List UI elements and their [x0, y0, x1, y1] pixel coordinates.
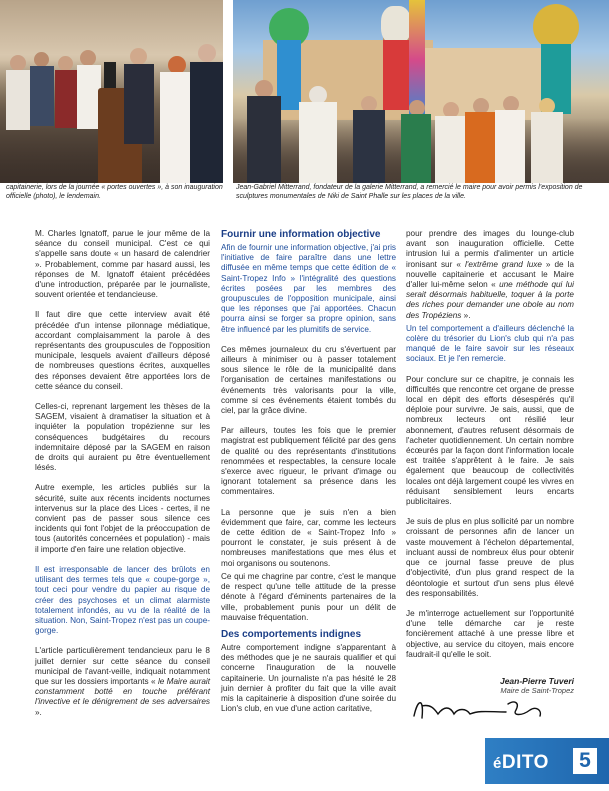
photo-caption-left: capitainerie, lors de la journée « portes ouvertes », à son inauguration officielle (photo), le lendemain. — [6, 184, 223, 200]
handwritten-signature — [410, 694, 570, 724]
section-label — [493, 752, 549, 774]
quote-italic: l'extrême grand luxe — [464, 259, 542, 269]
paragraph: Pour conclure sur ce chapitre, je connais les difficultés que rencontre cet organe de presse local en dépit des efforts désespérés qu'il déploie pour survivre. Je sais, aussi, que de nombreux lecteurs ont résilié leur abonnement, d'autres refusent désormais de l'acheter quotidiennement. Un certain nombre écœurés par la façon dont l'information locale est traitée s'apprêtent à le faire. Je sais également que beaucoup de collectivités locales ont déjà largement coupé les vivres en réduisant sensiblement leurs encarts publicitaires. — [406, 374, 574, 507]
article-column-3 — [406, 229, 574, 670]
quote-italic: le Maire aurait constamment botté en touche préférant l'invective et le dénigrement de ses adversaires — [35, 676, 210, 707]
section-label-rest: DITO — [501, 752, 549, 773]
quote-italic: une méthode qui lui serait désormais habituelle, toquer à la porte des riches pour demander une obole au nom des Tropéziens — [406, 280, 574, 320]
paragraph: La personne que je suis n'en a bien évidemment que faire, car, comme les lecteurs de cette édition de « Saint-Tropez Info » pourront le constater, je suis présent à de nombreuses manifestations que mes élus et moi organisons ou soutenons. — [221, 507, 396, 568]
paragraph: Autre comportement indigne s'apparentant à des méthodes que je ne saurais qualifier et qui concerne l'inauguration de la nouvelle capitainerie. Un journaliste n'a pas hésité le 28 juin dernier à profiter du fait que la ville avait mis la capitainerie à disposition d'une soirée du Lion's club, en vue d'une action caritative, — [221, 642, 396, 714]
page-number-box — [573, 748, 597, 774]
article-column-1 — [35, 229, 210, 728]
paragraph: Je m'interroge actuellement sur l'opportunité d'une telle démarche car je reste foncièrement attaché à une presse libre et objective, au service du citoyen, mais encore faudrait-il qu'elle le soit. — [406, 608, 574, 659]
author-signature-block — [406, 676, 574, 695]
paragraph: Ce qui me chagrine par contre, c'est le manque de respect qu'une telle attitude de la presse dénote à l'égard d'éminents partenaires de la ville, probablement punis pour un délit de mauvaise fréquentation. — [221, 571, 396, 622]
highlighted-paragraph: Il est irresponsable de lancer des brûlots en utilisant des termes tels que « coupe-gorge », tout ceci pour vendre du papier au risque de créer des psychoses et un climat alarmiste totalement infondés, au vu de la réalité de la situation. Non, Saint-Tropez n'est pas un coupe-gorge. — [35, 564, 210, 636]
paragraph-text: ». — [35, 707, 42, 717]
page-number: 5 — [579, 749, 591, 772]
paragraph-text: ». — [461, 310, 471, 320]
highlighted-paragraph: Afin de fournir une information objective, j'ai pris l'initiative de faire paraître dans une lettre diffusée en même temps que cette édition de « Saint-Tropez Info » l'intégralité des questions écrites posées par les membres des groupuscules de l'opposition municipale, ainsi que les réponses que j'ai apportées. Chacun pourra ainsi se forger sa propre opinion, sans être influencé par les plumitifs de service. — [221, 243, 396, 334]
paragraph: Ces mêmes journaleux du cru s'évertuent par ailleurs à minimiser ou à passer totalement sous silence le rôle de la municipalité dans l'organisation de certaines manifestations ou événements très valorisants pour la ville, comme si ces événements étaient tombés du ciel, par la grâce divine. — [221, 344, 396, 416]
photo-inauguration-capitainerie — [0, 0, 223, 183]
photo-niki-de-saint-phalle-sculptures — [233, 0, 609, 183]
photo-caption-right: Jean-Gabriel Mitterrand, fondateur de la galerie Mitterrand, a remercié le maire pour avoir permis l'exposition de sculptures monumentales de Niki de Saint Phalle sur les places de la ville. — [236, 184, 583, 200]
paragraph: Il faut dire que cette interview avait été précédée d'un intense pilonnage médiatique, accordant complaisamment la parole à des représentants des groupuscules de l'opposition municipale, lesquels avaient d'ailleurs déposé de nombreuses questions écrites, auxquelles des réponses devaient être apportées lors de cette séance du conseil. — [35, 310, 210, 391]
author-role: Maire de Saint-Tropez — [500, 686, 574, 695]
section-heading: Fournir une information objective — [221, 229, 381, 240]
paragraph: M. Charles Ignatoff, parue le jour même de la séance du conseil municipal. C'est ce qui s'appelle sans doute « un hasard de calendrier ». Probablement, comme par hasard aussi, les réponses de M. Ignatoff étaient précédées d'une introduction, préparée par le journaliste, souvent orientée et tendancieuse. — [35, 229, 210, 300]
article-column-2 — [221, 229, 396, 724]
paragraph: Celles-ci, reprenant largement les thèses de la SAGEM, visaient à dramatiser la situation et à inquiéter la population tropézienne sur les conséquences budgétaires du recours indemnitaire déposé par la SAGEM en raison de droits qui auraient pu être éventuellement lésés. — [35, 402, 210, 473]
paragraph: Autre exemple, les articles publiés sur la sécurité, suite aux récents incidents nocturnes intervenus sur la place des Lices - certes, il ne convient pas de passer sous silence ces incidents qui font l'objet de la préoccupation de tous (autorités concernées et population) - mais il importe d'en faire une relation objective. — [35, 483, 210, 554]
paragraph-text: pour prendre des images du lounge-club avant son inauguration officielle. Cette intrusion lui a permis d'alimenter un article ironisant sur « — [406, 229, 574, 269]
paragraph-text: » de la nouvelle capitainerie et accusant le Maire d'aller lui-même selon « — [406, 259, 575, 290]
section-label-first: é — [493, 755, 502, 772]
section-heading: Des comportements indignes — [221, 628, 362, 640]
paragraph: Je suis de plus en plus sollicité par un nombre croissant de personnes afin de lancer un vaste mouvement à l'échelon départemental, incluant aussi de nombreux élus pour obtenir que ce journal fasse preuve de plus d'objectivité, d'un plus grand respect de la déontologie et surtout d'un sens plus élevé des responsabilités. — [406, 517, 574, 598]
section-footer-band — [485, 738, 609, 784]
paragraph: Par ailleurs, toutes les fois que le premier magistrat est publiquement félicité par des gens de qualité ou des représentants d'institutions renommées et respectables, la censure locale s'exerce avec rigueur, le privant d'image ou ignorant totalement sa présence dans les commentaires. — [221, 426, 396, 497]
paragraph — [35, 646, 210, 717]
paragraph — [406, 229, 574, 321]
highlighted-paragraph: Un tel comportement a d'ailleurs déclenché la colère du trésorier du Lion's club qui n'a pas manqué de le faire savoir sur les réseaux sociaux. Et je l'en remercie. — [406, 323, 574, 364]
author-name: Jean-Pierre Tuveri — [499, 676, 574, 686]
paragraph-text: L'article particulièrement tendancieux paru le 8 juillet dernier sur cette séance du conseil municipal de l'avant-veille, indiquait notamment que sur les dossiers importants « — [35, 646, 210, 686]
